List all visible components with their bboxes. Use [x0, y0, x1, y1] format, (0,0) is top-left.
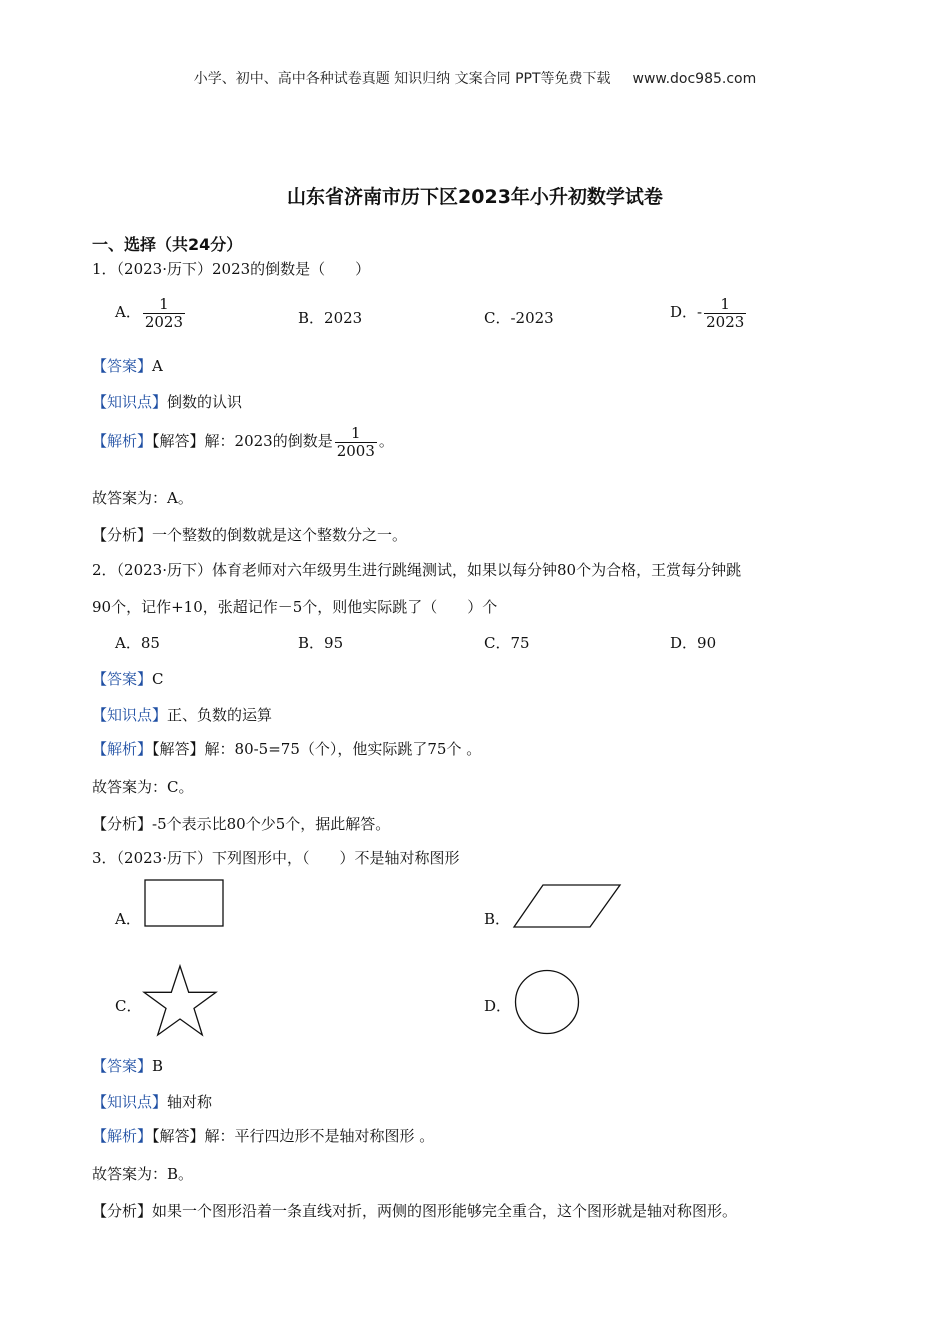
q2-stem-line1: 2．（2023·历下）体育老师对六年级男生进行跳绳测试，如果以每分钟80个为合格，王赏每分钟跳 — [92, 561, 742, 579]
q1-answer: 【答案】A — [92, 357, 163, 375]
q2-option-d[interactable]: D．90 — [670, 634, 717, 652]
q1-option-d[interactable]: D．- $\frac{1}{2023}$ — [670, 295, 745, 331]
q2-knowledge: 【知识点】正、负数的运算 — [92, 706, 273, 724]
q3-solution: 【解析】【解答】解：平行四边形不是轴对称图形 。 — [92, 1127, 435, 1145]
star-shape[interactable] — [143, 965, 217, 1037]
q1-solution: 【解析】【解答】解：2023的倒数是 $\frac{1}{2003}$ 。 — [92, 424, 394, 460]
header-text: 小学、初中、高中各种试卷真题 知识归纳 文案合同 PPT等免费下载 — [193, 71, 611, 87]
q2-review: 【分析】-5个表示比80个少5个，据此解答。 — [92, 815, 391, 833]
page-title: 山东省济南市历下区2023年小升初数学试卷 — [287, 186, 663, 208]
q2-option-c[interactable]: C．75 — [484, 634, 530, 652]
q2-conclusion: 故答案为：C。 — [92, 778, 194, 796]
q3-knowledge: 【知识点】轴对称 — [92, 1093, 213, 1111]
q1-option-a[interactable]: A． $\frac{1}{2023}$ — [115, 295, 184, 331]
q3-stem: 3．（2023·历下）下列图形中，（ ）不是轴对称图形 — [92, 849, 460, 867]
q1-review: 【分析】一个整数的倒数就是这个整数分之一。 — [92, 526, 408, 544]
circle-shape[interactable] — [514, 969, 580, 1035]
q2-stem-line2: 90个，记作+10，张超记作－5个，则他实际跳了（ ）个 — [92, 598, 498, 616]
q3-conclusion: 故答案为：B。 — [92, 1165, 194, 1183]
q3-option-b-label[interactable]: B． — [484, 910, 511, 928]
section-heading: 一、选择（共24分） — [92, 235, 243, 254]
q1-option-b[interactable]: B．2023 — [298, 309, 363, 327]
q3-option-d-label[interactable]: D． — [484, 997, 512, 1015]
q1-conclusion: 故答案为：A。 — [92, 489, 193, 507]
page-header — [0, 68, 950, 88]
q2-solution: 【解析】【解答】解：80-5=75（个），他实际跳了75个 。 — [92, 740, 482, 758]
fraction: $\frac{1}{2023}$ — [706, 295, 745, 331]
q3-answer: 【答案】B — [92, 1057, 164, 1075]
q3-option-c-label[interactable]: C． — [115, 997, 142, 1015]
q1-option-c[interactable]: C．-2023 — [484, 309, 554, 327]
q1-stem: 1．（2023·历下）2023的倒数是（ ） — [92, 260, 371, 278]
rectangle-shape[interactable] — [144, 879, 224, 927]
q2-answer: 【答案】C — [92, 670, 164, 688]
q2-option-a[interactable]: A．85 — [115, 634, 160, 652]
q3-option-a-label[interactable]: A． — [115, 910, 141, 928]
parallelogram-shape[interactable] — [513, 884, 621, 928]
q2-option-b[interactable]: B．95 — [298, 634, 344, 652]
fraction: $\frac{1}{2003}$ — [336, 424, 375, 460]
fraction: $\frac{1}{2023}$ — [144, 295, 184, 331]
header-url[interactable]: www.doc985.com — [632, 71, 757, 87]
q1-knowledge: 【知识点】倒数的认识 — [92, 393, 243, 411]
q3-review: 【分析】如果一个图形沿着一条直线对折，两侧的图形能够完全重合，这个图形就是轴对称图形。 — [92, 1202, 738, 1220]
